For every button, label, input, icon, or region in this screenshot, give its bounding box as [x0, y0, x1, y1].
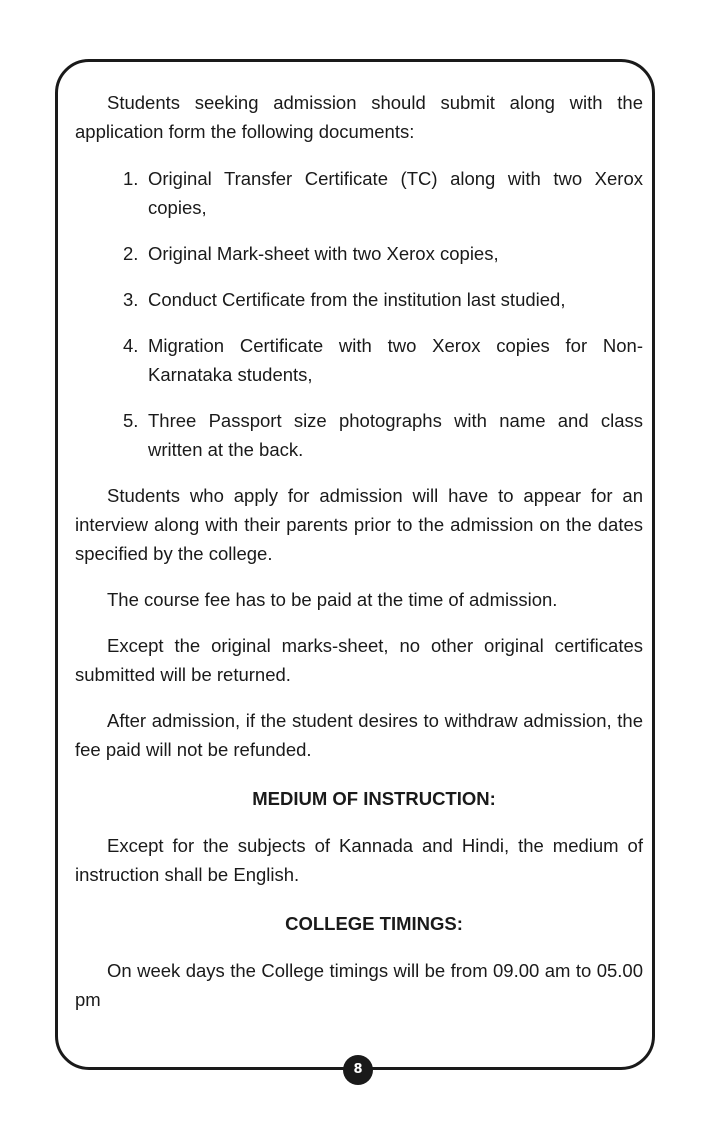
medium-heading: MEDIUM OF INSTRUCTION:: [252, 788, 496, 809]
fee-paragraph: The course fee has to be paid at the time of admission.: [107, 589, 558, 610]
list-item: [75, 164, 643, 222]
timings-heading: COLLEGE TIMINGS:: [285, 913, 463, 934]
intro-paragraph: Students seeking admission should submit along with the application form the following documents:: [75, 92, 643, 142]
list-item-text: Original Mark-sheet with two Xerox copies,: [148, 243, 499, 264]
withdraw-paragraph: After admission, if the student desires to withdraw admission, the fee paid will not be refunded.: [75, 710, 643, 760]
originals-paragraph: Except the original marks-sheet, no other original certificates submitted will be returned.: [75, 635, 643, 685]
interview-paragraph: Students who apply for admission will have to appear for an interview along with their parents prior to the admission on the dates specified by the college.: [75, 485, 643, 564]
documents-list: [75, 164, 643, 464]
list-item: [75, 239, 643, 268]
list-item-number: 3.: [123, 289, 139, 310]
timings-paragraph: On week days the College timings will be from 09.00 am to 05.00 pm: [75, 960, 643, 1010]
list-item-text: Conduct Certificate from the institution last studied,: [148, 289, 566, 310]
page-number-badge: 8: [343, 1055, 373, 1085]
page-content: [75, 88, 643, 1014]
list-item-text: Migration Certificate with two Xerox copies for Non-Karnataka students,: [148, 335, 643, 385]
list-item-number: 1.: [123, 168, 139, 189]
list-item-text: Three Passport size photographs with name and class written at the back.: [148, 410, 643, 460]
list-item: [75, 406, 643, 464]
list-item: [75, 285, 643, 314]
list-item-number: 2.: [123, 243, 139, 264]
list-item-text: Original Transfer Certificate (TC) along with two Xerox copies,: [148, 168, 643, 218]
medium-paragraph: Except for the subjects of Kannada and Hindi, the medium of instruction shall be English.: [75, 835, 643, 885]
list-item: [75, 331, 643, 389]
list-item-number: 4.: [123, 335, 139, 356]
list-item-number: 5.: [123, 410, 139, 431]
